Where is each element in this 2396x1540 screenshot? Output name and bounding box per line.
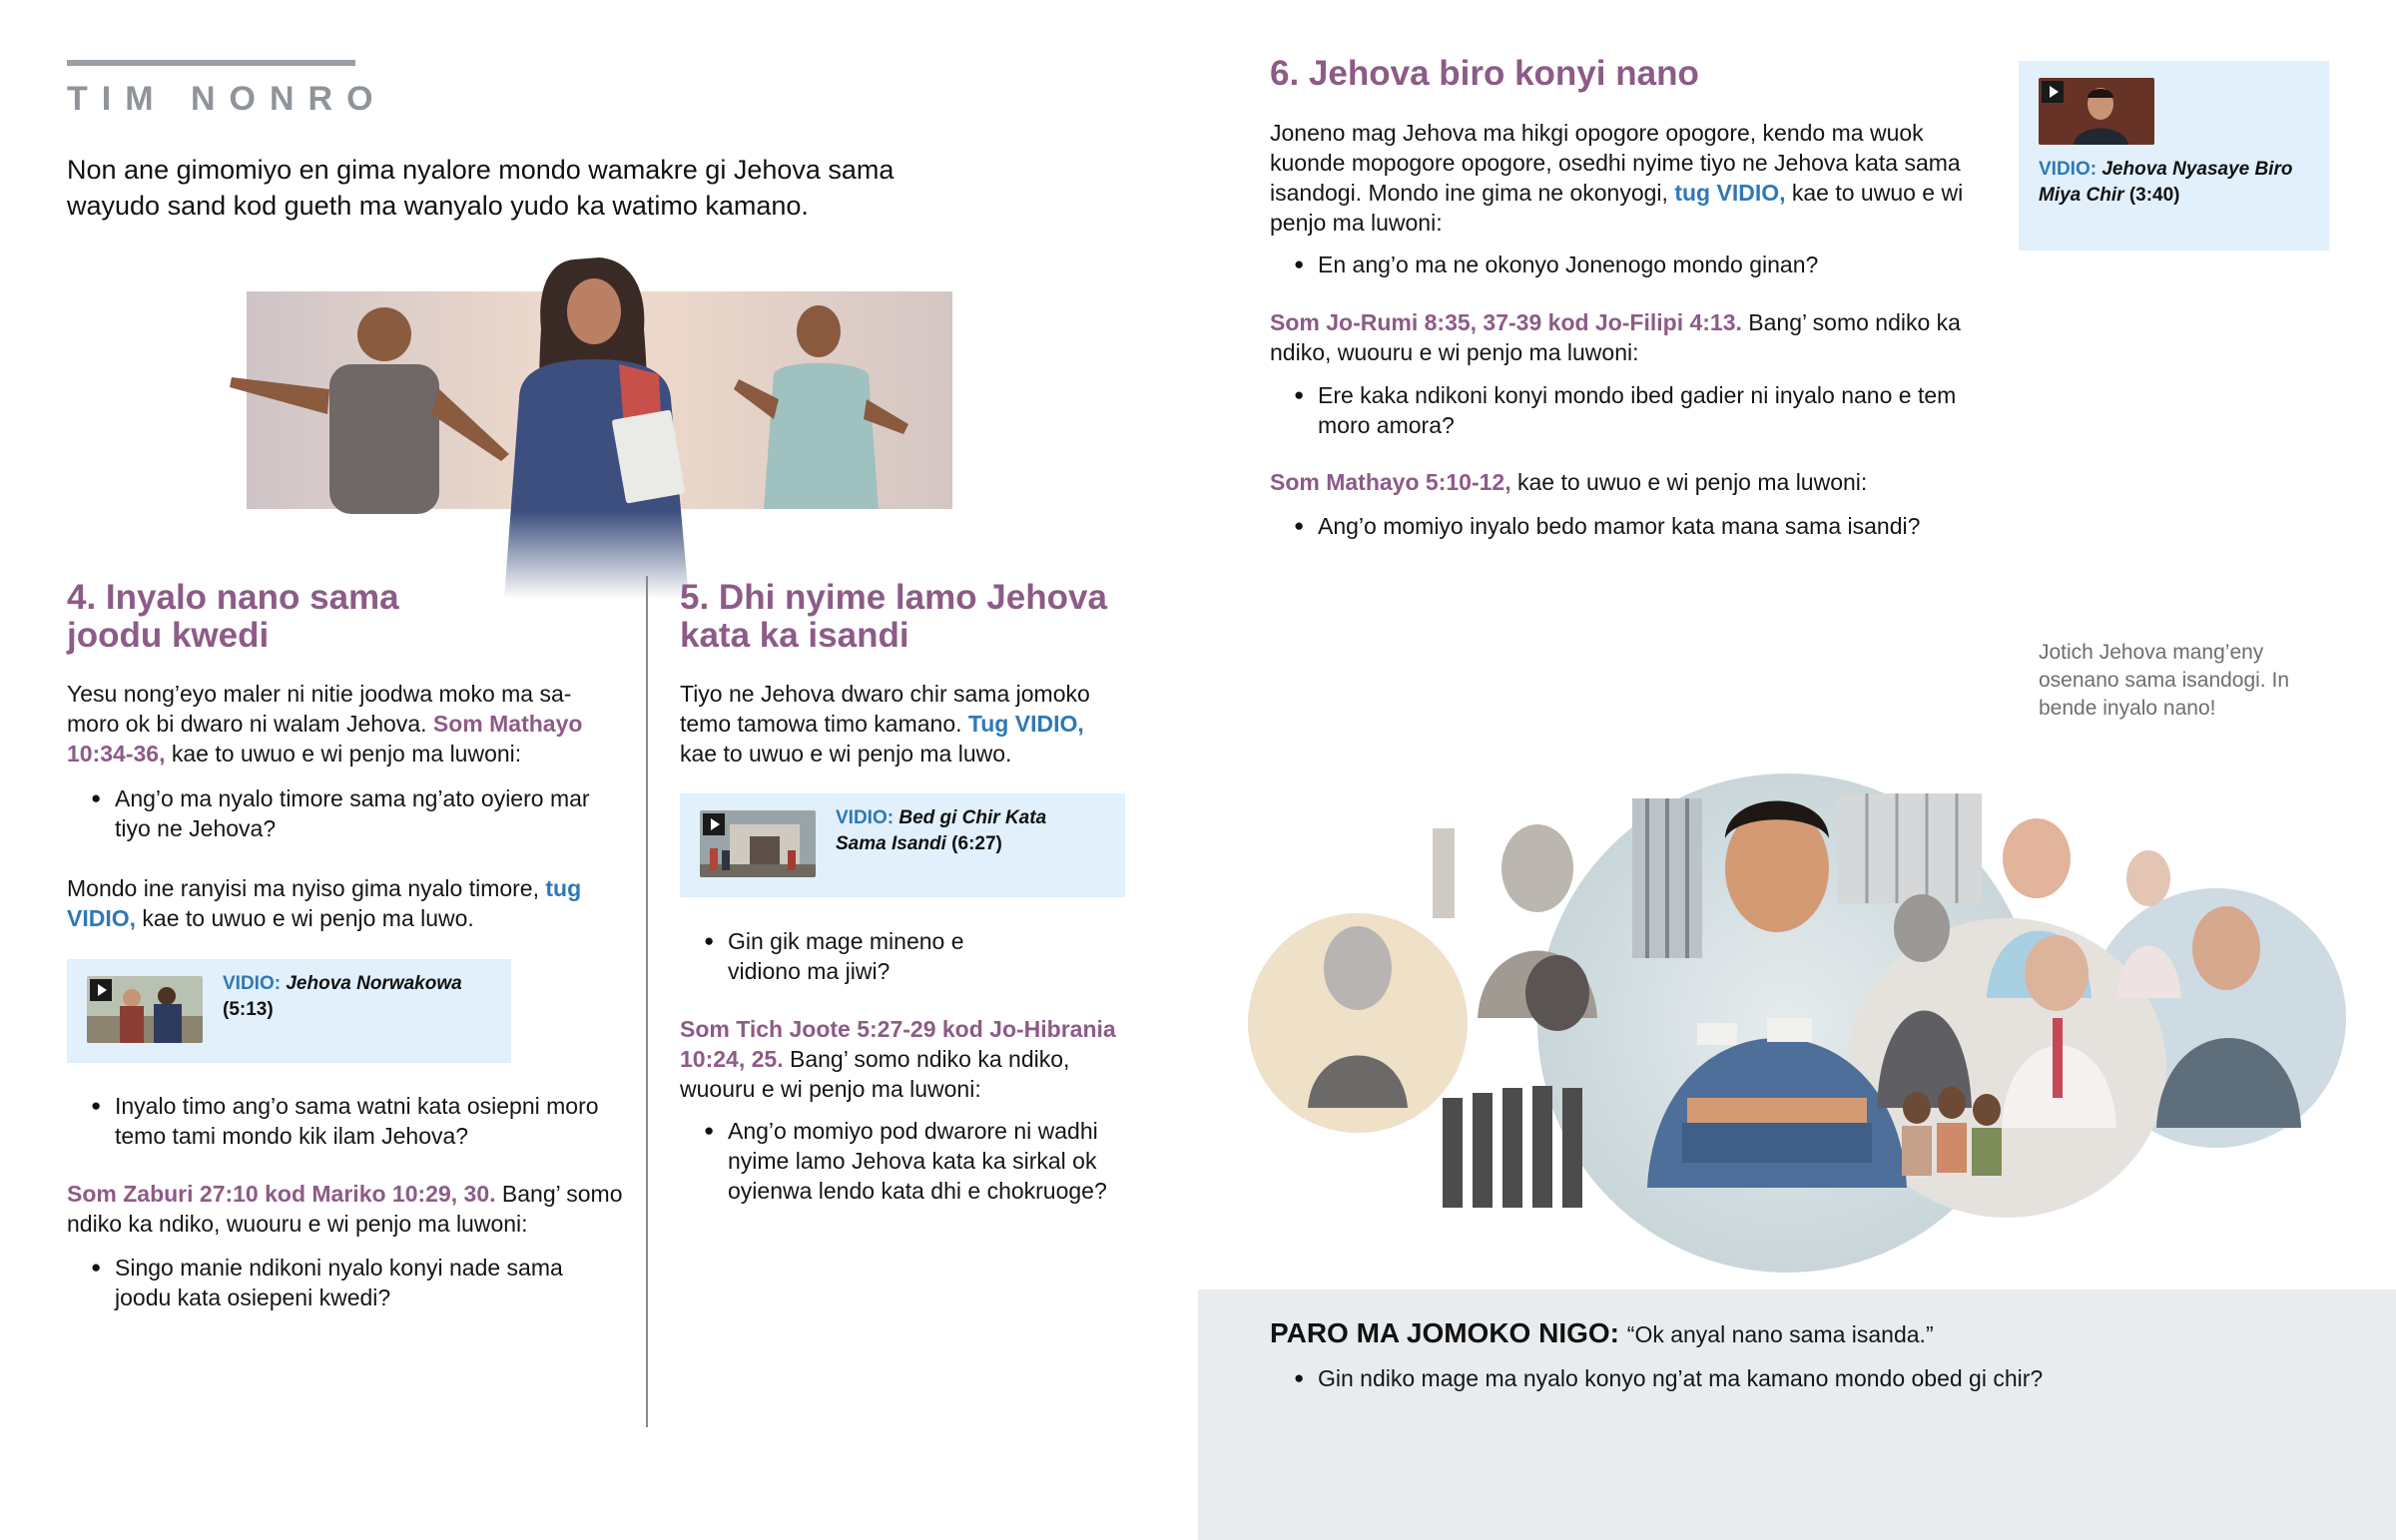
question-item: ● Ang’o ma nyalo timore sama ng’ato oyiero mar tiyo ne Jehova?	[67, 783, 606, 843]
video-caption: VIDIO: Jehova Norwakowa (5:13)	[223, 973, 462, 1020]
question-item: ● Ang’o momiyo pod dwarore ni wadhi nyime lamo Jehova kata ka sirkal ok oyienwa lendo kata dhi e chokruoge?	[680, 1116, 1139, 1206]
video-link[interactable]: Tug VIDIO,	[967, 711, 1084, 737]
question-item: ● Inyalo timo ang’o sama watni kata osiepni moro temo tami mondo kik ilam Jehova?	[67, 1091, 606, 1151]
play-icon	[2042, 81, 2064, 103]
section-5-bullets-2	[680, 1116, 1139, 1206]
section-6-heading: 6. Jehova biro konyi nano	[1270, 54, 1699, 93]
play-icon	[703, 813, 725, 835]
section-5-paragraph-1: Tiyo ne Jehova dwaro chir sama jomoko temo tamowa timo kamano. Tug VIDIO, kae to uwuo e wi penjo ma luwo.	[680, 681, 1090, 767]
video-link[interactable]: tug VIDIO,	[67, 875, 582, 931]
section-6-paragraph-3: Som Mathayo 5:10-12, kae to uwuo e wi penjo ma luwoni:	[1270, 469, 1868, 495]
section-4-bullets-1	[67, 783, 606, 843]
section-6-paragraph-1: Joneno mag Jehova ma hikgi opogore opogore, kendo ma wuok kuonde mopogore opogore, osedhi nyime tiyo ne Jehova kata sama isandogi. Mondo ine gima ne okonyogi, tug VIDIO, kae to uwuo e wi penjo ma luwoni:	[1270, 120, 1964, 236]
play-icon	[90, 979, 112, 1001]
scripture-link[interactable]: Som Mathayo 5:10-12,	[1270, 469, 1511, 495]
video-box-5[interactable]	[680, 793, 1125, 897]
scripture-link[interactable]: Som Zaburi 27:10 kod Mariko 10:29, 30.	[67, 1181, 496, 1207]
video-caption: VIDIO: Jehova Nyasaye Biro Miya Chir (3:40)	[2039, 159, 2293, 206]
question-item: ● Ang’o momiyo inyalo bedo mamor kata mana sama isandi?	[1270, 511, 1989, 541]
question-item: ● En ang’o ma ne okonyo Jonenogo mondo ginan?	[1270, 250, 1989, 279]
question-item: ● Singo manie ndikoni nyalo konyi nade sama joodu kata osiepeni kwedi?	[67, 1253, 606, 1312]
scripture-link[interactable]: Som Jo-Rumi 8:35, 37-39 kod Jo-Filipi 4:13.	[1270, 309, 1742, 335]
scripture-link[interactable]: Som Mathayo 10:34-36,	[67, 711, 583, 767]
section-5-bullets-1	[680, 926, 1119, 986]
section-4-paragraph-3: Som Zaburi 27:10 kod Mariko 10:29, 30. Bang’ somo ndiko ka ndiko, wuouru e wi penjo ma luwoni:	[67, 1181, 623, 1237]
section-4-paragraph-2: Mondo ine ranyisi ma nyiso gima nyalo timore, tug VIDIO, kae to uwuo e wi penjo ma luwo.	[67, 875, 582, 931]
section-4-paragraph-1: Yesu nong’eyo maler ni nitie joodwa moko ma samoro ok bi dwaro ni walam Jehova. Som Mathayo 10:34-36, kae to uwuo e wi penjo ma luwoni:	[67, 681, 583, 767]
video-link[interactable]: tug VIDIO,	[1674, 180, 1786, 206]
section-label: TIM NONRO	[67, 80, 387, 118]
section-4-heading: 4. Inyalo nano sama joodu kwedi	[67, 578, 399, 655]
question-item: ● Gin gik mage mineno e vidiono ma jiwi?	[680, 926, 1119, 986]
illustration-caption: Jotich Jehova mang’eny osenano sama isandogi. In bende inyalo nano!	[2039, 641, 2290, 720]
question-item: ● Ere kaka ndikoni konyi mondo ibed gadier ni inyalo nano e tem moro amora?	[1270, 380, 1969, 440]
footer-bullets	[1270, 1363, 2368, 1393]
section-5-heading: 5. Dhi nyime lamo Jehova kata ka isandi	[680, 578, 1107, 655]
video-caption: VIDIO: Bed gi Chir Kata Sama Isandi (6:27)	[836, 807, 1047, 854]
video-thumbnail[interactable]	[700, 810, 816, 877]
section-4-bullets-2	[67, 1091, 606, 1151]
witnesses-illustration	[1228, 769, 2356, 1287]
video-box-4[interactable]	[67, 959, 511, 1063]
footer-heading: PARO MA JOMOKO NIGO: “Ok anyal nano sama isanda.”	[1270, 1317, 1934, 1348]
family-illustration	[220, 250, 958, 599]
question-item: ● Gin ndiko mage ma nyalo konyo ng’at ma kamano mondo obed gi chir?	[1270, 1363, 2368, 1393]
section-6-bullets-1	[1270, 250, 1989, 279]
header-rule	[67, 60, 355, 66]
section-4-bullets-3	[67, 1253, 606, 1312]
section-6-bullets-2	[1270, 380, 1969, 440]
scripture-link[interactable]: Som Tich Joote 5:27-29 kod Jo-Hibrania 10:24, 25.	[680, 1016, 1116, 1072]
intro-paragraph: Non ane gimomiyo en gima nyalore mondo wamakre gi Jehova sama wayudo sand kod gueth ma wanyalo yudo ka watimo kamano.	[67, 155, 895, 221]
column-divider	[646, 576, 648, 1427]
section-5-paragraph-2: Som Tich Joote 5:27-29 kod Jo-Hibrania 10:24, 25. Bang’ somo ndiko ka ndiko, wuouru e wi penjo ma luwoni:	[680, 1016, 1116, 1102]
footer-panel	[1198, 1289, 2396, 1540]
section-6-paragraph-2: Som Jo-Rumi 8:35, 37-39 kod Jo-Filipi 4:13. Bang’ somo ndiko ka ndiko, wuouru e wi penjo ma luwoni:	[1270, 309, 1961, 365]
video-box-6[interactable]	[2019, 61, 2329, 251]
section-6-bullets-3	[1270, 511, 1989, 541]
video-thumbnail[interactable]	[87, 976, 203, 1043]
video-thumbnail[interactable]	[2039, 78, 2154, 145]
